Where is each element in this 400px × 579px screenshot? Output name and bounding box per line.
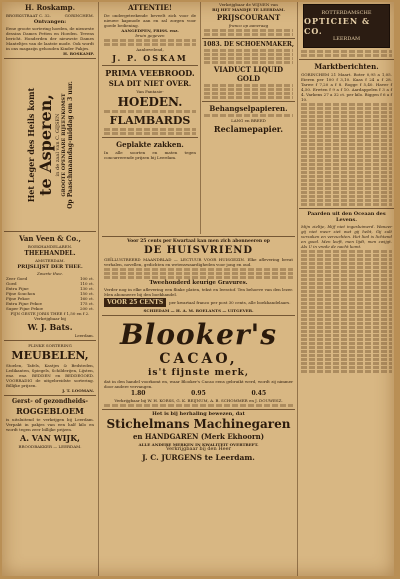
column-rule <box>98 2 99 576</box>
bats-pre: Verkrijgbaar bij <box>34 316 66 321</box>
schoenen-title: 1083. DE SCHOENMAKER, <box>203 41 294 48</box>
prijscourant-title: PRIJSCOURANT <box>216 13 281 22</box>
column-2 <box>102 2 198 234</box>
column-1 <box>4 2 96 576</box>
vanveen-name: THEEHANDEL. <box>24 250 76 257</box>
text-line <box>301 342 392 345</box>
wide-section <box>102 234 295 463</box>
text-line <box>301 175 392 178</box>
wijnen-head: Verkrijgbaar de WIJNEN van <box>219 2 278 7</box>
meubelen-head: FLINKE SORTERING <box>28 343 72 348</box>
text-line <box>301 203 392 206</box>
vert-line-5: Op Paaschmaandag-middag om 3 uur. <box>67 81 74 209</box>
text-line <box>301 330 392 333</box>
cacao-title: CACAO, <box>159 351 238 367</box>
logo-top: ROTTERDAMSCHE <box>321 10 372 16</box>
table-row: Extra Fijne 130 ct. <box>6 286 94 291</box>
gerst-main: ROGGEBLOEM <box>16 406 84 416</box>
uitgever-line: SCHIEDAM — H. A. M. ROELANTS — UITGEVER. <box>143 308 254 313</box>
text-line <box>301 310 392 313</box>
attentie-title: ATTENTIE! <box>128 3 172 12</box>
text-line <box>301 302 392 305</box>
text-line <box>104 272 293 275</box>
text-line <box>301 294 392 297</box>
zakken-body: In alle soorten en maten tegen concurrerende prijzen bij Leerdam. <box>104 150 196 160</box>
text-line <box>301 358 392 361</box>
text-line <box>301 258 392 261</box>
vert-line-1: Het Leger des Heils komt <box>26 87 36 203</box>
text-line <box>204 88 293 91</box>
text-line <box>204 29 293 32</box>
text-line <box>301 278 392 281</box>
newspaper-page <box>2 2 394 576</box>
text-line <box>204 57 293 60</box>
cacao-body: dat in den handel voorkomt en, waar Blooker's Cacao eens gebruikt werd, wordt zij nimmer door andere vervangen. <box>104 379 293 389</box>
text-line <box>301 115 392 118</box>
gravuren-title: Tweehonderd keurige Gravures. <box>149 280 248 286</box>
text-line <box>301 143 392 146</box>
table-row: Zeer Goed 100 ct. <box>6 276 94 281</box>
text-line <box>204 96 293 99</box>
text-line <box>301 322 392 325</box>
optician-logo <box>303 4 390 48</box>
blookers-title: Blooker's <box>120 318 277 351</box>
text-line <box>301 266 392 269</box>
price-2: 0.95 <box>191 390 206 397</box>
text-line <box>301 195 392 198</box>
text-line <box>301 155 392 158</box>
text-line <box>301 159 392 162</box>
price-1: 1.80 <box>130 390 146 397</box>
text-line <box>301 282 392 285</box>
text-line <box>301 338 392 341</box>
text-line <box>301 50 392 53</box>
brandt-line: bruin gegeven <box>135 33 165 38</box>
text-line <box>204 114 293 117</box>
text-line <box>301 127 392 130</box>
hoeveel-line: Het is bij herhaling bewezen, dat <box>152 411 245 417</box>
vanwijk-name: A. VAN WIJK, <box>20 433 80 443</box>
roskamp-sign: H. ROSKAMP. <box>63 51 94 56</box>
text-line <box>204 49 293 52</box>
reclame-title: Reclamepapier. <box>213 124 284 134</box>
column-rule <box>200 2 201 234</box>
text-line <box>104 268 293 271</box>
text-line <box>104 128 196 131</box>
text-line <box>204 84 293 87</box>
cacao-note: Verkrijgbaar bij W. H. KORSS, G. K. BEIJNUM, A. B. SCHOMMER en J. DOUWESZ. <box>114 398 283 403</box>
leger-des-heils-ad <box>4 61 96 229</box>
text-line <box>301 262 392 265</box>
tea-note: FIJN GESTE JORIS THEE f 1,50 en f 2. <box>10 311 90 316</box>
haarlem-line: AANGEDPEN, FRISS. enz. <box>121 28 179 33</box>
table-row: Fijne Pekoe 160 ct. <box>6 296 94 301</box>
text-line <box>301 103 392 106</box>
roskamp-address: BROEKSTRAAT C. 32. <box>6 13 51 18</box>
text-line <box>301 354 392 357</box>
bats-name: W. J. Bats. <box>27 322 73 332</box>
text-line <box>301 183 392 186</box>
behang-title: Behangselpapieren. <box>209 104 288 113</box>
text-line <box>301 254 392 257</box>
text-line <box>104 39 196 42</box>
text-line <box>204 92 293 95</box>
hoeden-sub: Van Fantasie- <box>136 89 164 94</box>
text-line <box>301 334 392 337</box>
poem-body: Mijn zieltje, blijf niet ingesluimerd. Waneer gij niet meer ziet wat gij hebt, Gij zult verzaken en verzuchten. Het lied is lichtend en goed. Men leeft, men lijdt, men zwijgt. Als U in vrede de nacht komt. <box>301 224 392 249</box>
jurgens-pre: Verkrijgbaar bij den Heer <box>166 446 231 452</box>
text-line <box>301 171 392 174</box>
text-line <box>301 306 392 309</box>
text-line <box>301 135 392 138</box>
handgaren-title: en HANDGAREN (Merk Ekhoorn) <box>132 432 265 441</box>
text-line <box>301 179 392 182</box>
handgaren-sub: ALLE ANDERE MERKEN IN KWALITEIT OVERTREFT. <box>138 442 259 447</box>
markt-body: GORINCHEM 21 Maart. Boter 0,95 a 1,05. Eieren per 100 f 3,10. Kaas f 24 a f 28. Tarwe f 7,20 a f 8. Rogge f 5,40. Haver f 4,50. Erwten f 9 a f 10. Aardappelen f 3 a f 4. Varkens 27 a 32 ct. per kilo. Biggen f 6 a f 10. <box>301 72 392 102</box>
text-line <box>204 33 293 36</box>
text-line <box>301 270 392 273</box>
text-line <box>204 61 293 64</box>
attentie-body: De ondergeteekende beveelt zich voor de nieuwe kapmode aan en zal zorgen voor goede bediening. <box>104 13 196 28</box>
meubelen-body: Stoelen, Tafels, Kastjes & Bedsteden, Ledikanten, Spiegels, Schilderijen, Lijsten, enz. enz. BEDDEN en BEDDEGOED. VOORRADIG de uitgebreidste sortering. Billijke prijzen. <box>6 363 94 388</box>
text-line <box>301 298 392 301</box>
huisvriend-pre: Voor 25 cents per Kwartaal kan men zich abonneeren op <box>127 239 270 244</box>
text-line <box>301 274 392 277</box>
text-line <box>301 250 392 253</box>
text-line <box>301 362 392 365</box>
flambards-title: FLAMBARDS <box>109 114 191 127</box>
hoeden-title: HOEDEN. <box>117 95 183 109</box>
text-line <box>104 132 196 135</box>
text-line <box>301 366 392 369</box>
text-line <box>301 318 392 321</box>
vanwijk-sub: BROODBAKKER — LEERDAM. <box>18 444 82 449</box>
slaap-title: SLA DIT NIET OVER. <box>108 79 192 88</box>
text-line <box>301 191 392 194</box>
zakken-title: Geplakte zakken. <box>116 140 184 149</box>
text-line <box>301 147 392 150</box>
text-line <box>301 286 392 289</box>
oskam-name: J. P. OSKAM <box>112 53 188 63</box>
text-line <box>301 54 392 57</box>
meubelen-title: MEUBELEN, <box>11 349 89 362</box>
logo-mid: OPTICIEN & CO. <box>304 16 371 36</box>
text-line <box>301 131 392 134</box>
text-line <box>104 110 196 113</box>
text-line <box>301 290 392 293</box>
jurgens-name: J. C. JURGENS te Leerdam. <box>142 453 255 462</box>
text-line <box>204 53 293 56</box>
vert-line-3: in de zaal van C. GIJSEN <box>55 113 61 177</box>
poem-title: Paarden uit den Oceaan des Levens. <box>307 211 386 223</box>
text-line <box>301 119 392 122</box>
reclame-pre: LANG en BREED <box>231 118 266 123</box>
text-line <box>301 123 392 126</box>
looman-sign: J. T. LOOMAN. <box>62 388 94 393</box>
text-line <box>301 314 392 317</box>
text-line <box>301 350 392 353</box>
text-line <box>301 326 392 329</box>
vert-line-2: te Asperen, <box>36 94 55 196</box>
gravuren-body: Verder nog in elke aflevering een flinke platen, tekst en leesstof. Ten behoeve van den lezer. Men abonneere bij den boekhandel. <box>104 287 293 297</box>
column-rule <box>297 2 298 576</box>
veebrood-title: PRIMA VEEBROOD. <box>105 68 195 78</box>
table-row: Super Fijne Pekoe 200 ct. <box>6 306 94 311</box>
markt-title: Marktberichten. <box>314 62 379 71</box>
roskamp-title: H. Roskamp. <box>24 3 76 12</box>
fijnste-line: is't fijnste merk, <box>147 368 250 378</box>
roskamp-city: GORINCHEM. <box>64 13 94 18</box>
table-row: Goed 110 ct. <box>6 281 94 286</box>
text-line <box>301 139 392 142</box>
pricelist-subtitle: Zwarte thee. <box>37 271 63 276</box>
table-row: Fijne Souchon 150 ct. <box>6 291 94 296</box>
column-3 <box>202 2 295 234</box>
vanveen-city: AMSTERDAM. <box>35 258 65 263</box>
text-line <box>301 163 392 166</box>
column-4 <box>299 2 394 576</box>
text-line <box>301 187 392 190</box>
price-box-body: per kwartaal franco per post 30 cents, alle boekhandelaars. <box>169 300 291 305</box>
vitriool-title: VIADUCT LIQUID GOLD <box>213 65 284 83</box>
vert-line-4: GROOTE OPENBARE BIJEENKOMST <box>61 93 67 197</box>
pricelist-title: PRIJSLIJST DER THEE. <box>17 264 83 270</box>
text-line <box>104 43 196 46</box>
text-line <box>301 151 392 154</box>
table-row: Extra Fijne Pekoe 175 ct. <box>6 301 94 306</box>
huisvriend-body: GEÏLLUSTREERD MAANDBLAD — LECTUUR VOOR HUISGEZIN. Elke aflevering bevat verhalen, novellen, gedichten en wetenswaardigheden voor jong en oud. <box>104 257 293 267</box>
tea-price-table <box>4 276 96 311</box>
cacao-prices <box>108 390 289 397</box>
price-box: VOOR 25 CENTS <box>104 298 166 307</box>
vanveen-title: Van Veen & Co., <box>19 234 81 243</box>
prijscourant-sub: franco op aanvraag <box>228 23 269 28</box>
wijnen-sub: BIJ HET MANDJE TE LEERDAM. <box>212 7 285 12</box>
vanveen-subtitle: BOEKHANDELAREN. <box>27 244 73 249</box>
roskamp-body: Eene groote sortering hoeden, de nieuwste dessins Dames Petten en Hoeden. Tevens bericht. Honderden der nieuwste Dames Manteltjes van de laatste mode. Ook wordt in ons magazijn gehouden Kinder Pakjes. <box>6 26 94 51</box>
gerst-title: Gerst- of gezondheids- <box>11 398 88 405</box>
logo-bottom: LEERDAM <box>332 36 361 42</box>
price-3: 0.45 <box>251 390 267 397</box>
text-line <box>301 370 392 373</box>
text-line <box>301 111 392 114</box>
text-line <box>301 199 392 202</box>
text-line <box>301 167 392 170</box>
text-line <box>301 346 392 349</box>
bats-city: Leerdam. <box>74 333 94 338</box>
oskam-pre: Aanbevelend, <box>136 47 164 52</box>
gerst-body: is uitsluitend te verkrijgen bij Leerdam. Verpakt in pakjes van een half kilo en wordt tegen zeer billijke prijzen. <box>6 417 94 432</box>
text-line <box>104 404 293 407</box>
stichel-title: Stichelmans Machinegaren <box>106 417 291 431</box>
huisvriend-title: DE HUISVRIEND <box>143 245 254 256</box>
text-line <box>301 107 392 110</box>
roskamp-subtitle: Ontvangen: <box>33 19 67 25</box>
text-line <box>104 276 293 279</box>
